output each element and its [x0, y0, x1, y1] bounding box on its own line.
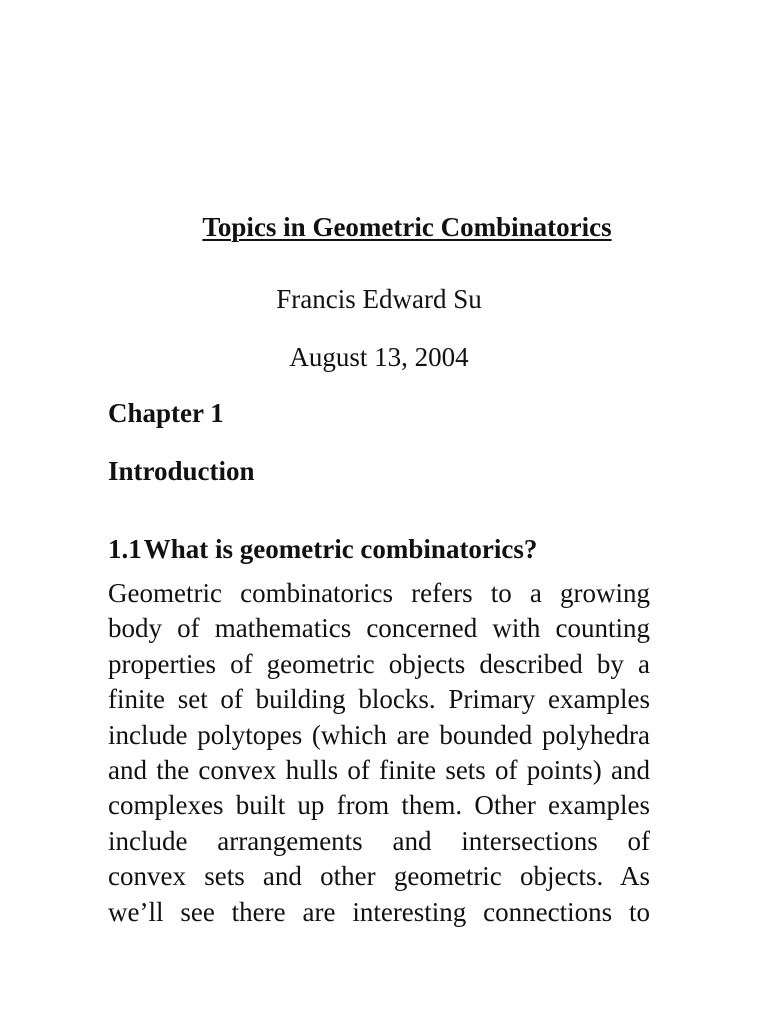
- paragraph-line: we’ll see there are interesting connections to: [108, 896, 650, 927]
- paragraph-line: and the convex hulls of finite sets of points) and: [108, 754, 650, 785]
- paragraph-line: include arrangements and intersections of: [108, 825, 650, 856]
- paragraph-line: complexes built up from them. Other examples: [108, 790, 650, 821]
- document-date: August 13, 2004: [289, 342, 469, 372]
- chapter-title: Introduction: [108, 456, 255, 486]
- section-number: 1.1: [108, 534, 142, 564]
- section-title: What is geometric combinatorics?: [143, 534, 538, 564]
- paragraph-line: properties of geometric objects described by a: [108, 648, 650, 679]
- paragraph-line: body of mathematics concerned with counting: [108, 613, 650, 644]
- author-name: Francis Edward Su: [276, 284, 482, 314]
- document-title: Topics in Geometric Combinatorics: [202, 212, 612, 242]
- paragraph-line: finite set of building blocks. Primary examples: [108, 684, 650, 715]
- body-paragraph: [108, 576, 650, 930]
- section-heading: [108, 534, 537, 565]
- chapter-label: Chapter 1: [108, 398, 224, 428]
- paragraph-line: Geometric combinatorics refers to a growing: [108, 578, 650, 608]
- paragraph-line: include polytopes (which are bounded polyhedra: [108, 719, 650, 750]
- paragraph-line: convex sets and other geometric objects. As: [108, 861, 650, 892]
